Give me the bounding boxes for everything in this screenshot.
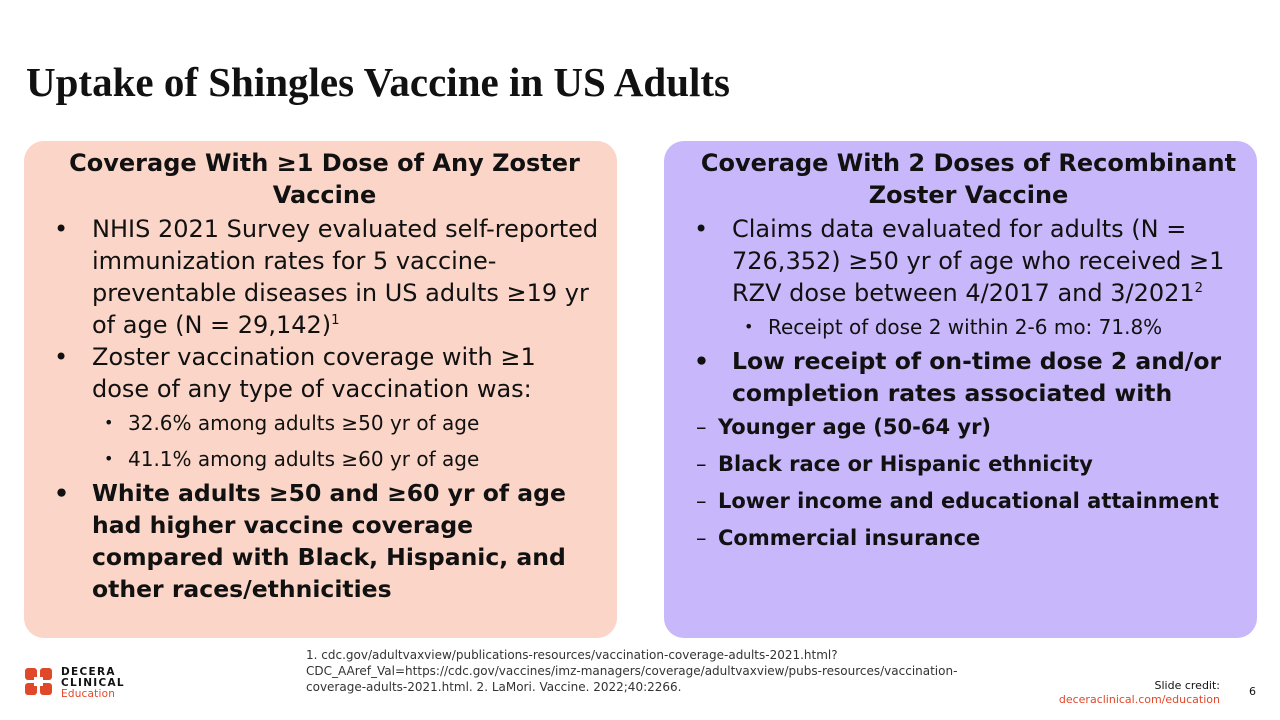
slide-credit-link[interactable]: deceraclinical.com/education (1058, 693, 1220, 706)
page-number: 6 (1249, 685, 1256, 698)
left-coverage-panel (24, 141, 617, 638)
right-dash-insurance-text: Commercial insurance (718, 526, 981, 550)
bullet-icon: • (104, 449, 114, 468)
logo-line-decera: DECERA (61, 666, 116, 678)
left-bullet-survey (50, 213, 599, 341)
bullet-icon: • (744, 317, 754, 336)
left-subbullet-60-text: 41.1% among adults ≥60 yr of age (128, 447, 480, 471)
reference-marker: 2 (1194, 281, 1204, 296)
right-bullet-low-receipt-text: Low receipt of on-time dose 2 and/or completion rates associated with (732, 347, 1222, 407)
decera-logo (25, 668, 135, 700)
left-bullet-survey-text: NHIS 2021 Survey evaluated self-reported immunization rates for 5 vaccine-preventable diseases in US adults ≥19 yr of age (N = 29,142) (92, 215, 599, 339)
left-subbullet-50-text: 32.6% among adults ≥50 yr of age (128, 411, 480, 435)
right-bullet-claims-text: Claims data evaluated for adults (N = 726,352) ≥50 yr of age who received ≥1 RZV dose between 4/2017 and 3/2021 (732, 215, 1225, 307)
left-bullet-disparity-text: White adults ≥50 and ≥60 yr of age had higher vaccine coverage compared with Black, Hispanic, and other races/ethnicities (92, 479, 566, 603)
right-dash-income-text: Lower income and educational attainment (718, 489, 1219, 513)
right-dash-insurance (690, 520, 1247, 557)
bullet-icon: • (54, 343, 69, 371)
bullet-icon: • (104, 413, 114, 432)
dash-icon: – (696, 489, 707, 513)
bullet-icon: • (54, 479, 70, 507)
left-bullet-coverage (50, 341, 599, 405)
right-dash-race (690, 446, 1247, 483)
dash-icon: – (696, 526, 707, 550)
right-coverage-panel (664, 141, 1257, 638)
left-bullet-coverage-text: Zoster vaccination coverage with ≥1 dose of any type of vaccination was: (92, 343, 536, 403)
left-subbullet-60 (50, 441, 599, 477)
left-subbullet-50 (50, 405, 599, 441)
right-dash-age (690, 409, 1247, 446)
right-panel-heading: Coverage With 2 Doses of Recombinant Zoster Vaccine (700, 149, 1237, 209)
right-dash-income (690, 483, 1247, 520)
right-bullet-low-receipt (690, 345, 1247, 409)
bullet-icon: • (54, 215, 69, 243)
right-dash-race-text: Black race or Hispanic ethnicity (718, 452, 1093, 476)
left-panel-heading: Coverage With ≥1 Dose of Any Zoster Vaccine (69, 149, 580, 209)
logo-line-education: Education (61, 688, 116, 700)
dash-icon: – (696, 415, 707, 439)
right-subbullet-dose2 (690, 309, 1247, 345)
slide-credit-label: Slide credit: (1154, 679, 1220, 692)
right-dash-age-text: Younger age (50-64 yr) (718, 415, 992, 439)
bullet-icon: • (694, 347, 710, 375)
logo-line-clinical: CLINICAL (61, 677, 125, 689)
bullet-icon: • (694, 215, 709, 243)
decera-logo-mark-icon (25, 668, 53, 696)
right-subbullet-dose2-text: Receipt of dose 2 within 2-6 mo: 71.8% (768, 315, 1163, 339)
reference-marker: 1 (331, 313, 340, 328)
slide-credit (1059, 679, 1220, 707)
right-bullet-claims (690, 213, 1247, 309)
references: 1. cdc.gov/adultvaxview/publications-resources/vaccination-coverage-adults-2021.html?CDC_AAref_Val=https://cdc.gov/vaccines/imz-managers/coverage/adultvaxview/pubs-resources/vaccination-coverage-adults-2021.html. 2. LaMori. Vaccine. 2022;40:2266. (306, 648, 958, 694)
slide-title: Uptake of Shingles Vaccine in US Adults (26, 59, 731, 105)
left-bullet-disparity (50, 477, 599, 605)
dash-icon: – (696, 452, 707, 476)
